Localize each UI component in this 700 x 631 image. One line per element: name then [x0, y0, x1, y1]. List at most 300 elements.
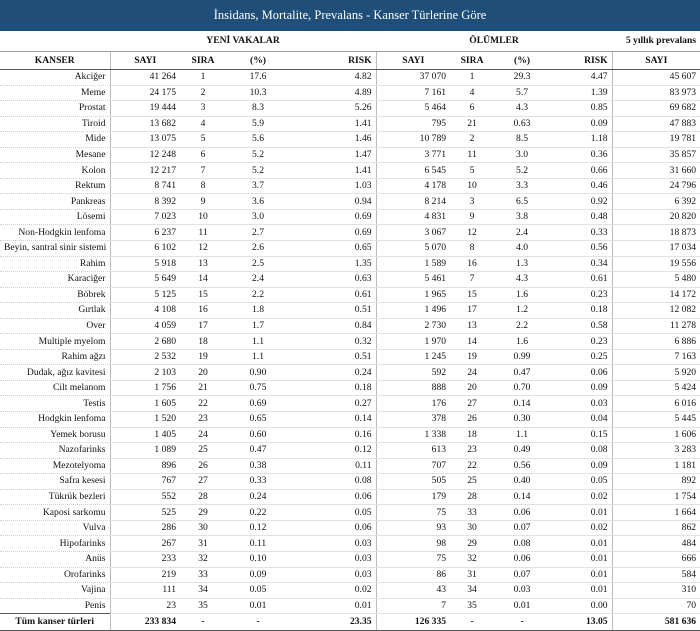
cell-new-rank: 14 [180, 272, 226, 288]
cell-new-risk: 0.65 [290, 241, 376, 257]
table-row [0, 520, 700, 536]
cell-death-rank: 29 [450, 536, 494, 552]
cell-new-risk: 1.47 [290, 147, 376, 163]
cell-new-rank: 25 [180, 443, 226, 459]
cell-new-pct: 0.47 [226, 443, 290, 459]
cell-prevalence: 6 392 [612, 194, 700, 210]
cell-new-rank: 4 [180, 116, 226, 132]
cell-new-risk: 0.18 [290, 380, 376, 396]
cell-new-risk: 0.14 [290, 412, 376, 428]
cell-death-rank: 32 [450, 551, 494, 567]
cell-new-risk: 0.08 [290, 474, 376, 490]
cell-prevalence: 666 [612, 551, 700, 567]
cell-death-count: 2 730 [376, 318, 450, 334]
cell-death-rank: 23 [450, 443, 494, 459]
table-body [0, 70, 700, 631]
cell-new-count: 1 089 [110, 443, 180, 459]
cell-death-rank: 3 [450, 194, 494, 210]
col-cancer: KANSER [0, 52, 110, 70]
cell-prevalence: 1 664 [612, 505, 700, 521]
cell-new-rank: 2 [180, 85, 226, 101]
table-row [0, 241, 700, 257]
cell-cancer: Mide [0, 132, 110, 148]
cell-death-pct: 0.08 [494, 536, 550, 552]
table-row [0, 209, 700, 225]
cell-death-rank: 2 [450, 132, 494, 148]
cell-death-count: 3 771 [376, 147, 450, 163]
cell-death-risk: 1.18 [550, 132, 612, 148]
cell-new-pct: 3.0 [226, 209, 290, 225]
total-death-risk: 13.05 [550, 614, 612, 631]
cell-prevalence: 1 606 [612, 427, 700, 443]
cell-prevalence: 5 424 [612, 380, 700, 396]
cell-new-risk: 0.24 [290, 365, 376, 381]
cell-prevalence: 6 016 [612, 396, 700, 412]
cell-prevalence: 35 857 [612, 147, 700, 163]
cell-cancer: Hipofarinks [0, 536, 110, 552]
cell-death-pct: 1.2 [494, 303, 550, 319]
cell-death-rank: 24 [450, 365, 494, 381]
cell-prevalence: 14 172 [612, 287, 700, 303]
cell-death-rank: 30 [450, 520, 494, 536]
table-row [0, 287, 700, 303]
table-row [0, 536, 700, 552]
cell-new-rank: 6 [180, 147, 226, 163]
cell-prevalence: 1 754 [612, 489, 700, 505]
cell-new-rank: 3 [180, 101, 226, 117]
cell-death-rank: 10 [450, 178, 494, 194]
cell-cancer: Karaciğer [0, 272, 110, 288]
table-row [0, 318, 700, 334]
cell-new-rank: 32 [180, 551, 226, 567]
cell-death-risk: 0.04 [550, 412, 612, 428]
cell-new-risk: 5.26 [290, 101, 376, 117]
cell-death-pct: 1.3 [494, 256, 550, 272]
cell-new-pct: 0.38 [226, 458, 290, 474]
cell-death-count: 795 [376, 116, 450, 132]
col-new-pct: (%) [226, 52, 290, 70]
cell-prevalence: 310 [612, 583, 700, 599]
cell-death-pct: 0.06 [494, 551, 550, 567]
cell-death-count: 37 070 [376, 70, 450, 86]
cell-new-risk: 0.27 [290, 396, 376, 412]
cell-new-risk: 0.06 [290, 520, 376, 536]
cell-death-pct: 0.70 [494, 380, 550, 396]
cell-prevalence: 19 781 [612, 132, 700, 148]
cell-death-pct: 0.40 [494, 474, 550, 490]
cell-death-rank: 20 [450, 380, 494, 396]
cell-new-rank: 12 [180, 241, 226, 257]
table-row [0, 70, 700, 86]
cell-new-risk: 4.89 [290, 85, 376, 101]
cell-new-rank: 30 [180, 520, 226, 536]
cell-death-rank: 1 [450, 70, 494, 86]
col-death-rank: SIRA [450, 52, 494, 70]
cell-new-rank: 1 [180, 70, 226, 86]
cell-death-rank: 19 [450, 349, 494, 365]
cell-new-risk: 0.02 [290, 583, 376, 599]
total-death-count: 126 335 [376, 614, 450, 631]
cell-death-rank: 7 [450, 272, 494, 288]
cell-new-rank: 5 [180, 132, 226, 148]
cell-new-count: 8 392 [110, 194, 180, 210]
cell-death-risk: 0.46 [550, 178, 612, 194]
cell-prevalence: 31 660 [612, 163, 700, 179]
cell-new-count: 24 175 [110, 85, 180, 101]
cell-death-risk: 0.61 [550, 272, 612, 288]
cell-death-risk: 0.08 [550, 443, 612, 459]
cell-death-rank: 21 [450, 116, 494, 132]
cell-death-count: 707 [376, 458, 450, 474]
cell-new-count: 7 023 [110, 209, 180, 225]
cell-prevalence: 17 034 [612, 241, 700, 257]
cell-new-count: 286 [110, 520, 180, 536]
cell-new-risk: 0.16 [290, 427, 376, 443]
cell-death-risk: 0.01 [550, 567, 612, 583]
cell-prevalence: 5 920 [612, 365, 700, 381]
cell-new-pct: 0.75 [226, 380, 290, 396]
cell-cancer: Anüs [0, 551, 110, 567]
cell-death-pct: 4.3 [494, 272, 550, 288]
cell-new-rank: 11 [180, 225, 226, 241]
total-row [0, 614, 700, 631]
cell-death-pct: 0.99 [494, 349, 550, 365]
cell-death-rank: 12 [450, 225, 494, 241]
cell-new-pct: 0.33 [226, 474, 290, 490]
cell-new-rank: 9 [180, 194, 226, 210]
table-title: İnsidans, Mortalite, Prevalans - Kanser Türlerine Göre [0, 0, 700, 31]
cell-new-pct: 0.22 [226, 505, 290, 521]
table-row [0, 101, 700, 117]
cell-death-count: 1 496 [376, 303, 450, 319]
cell-cancer: Over [0, 318, 110, 334]
cell-new-risk: 0.03 [290, 536, 376, 552]
cell-prevalence: 484 [612, 536, 700, 552]
cell-death-pct: 0.07 [494, 520, 550, 536]
cell-cancer: Rahim [0, 256, 110, 272]
cell-death-pct: 1.6 [494, 334, 550, 350]
cell-death-pct: 0.30 [494, 412, 550, 428]
total-new-pct: - [226, 614, 290, 631]
cell-new-risk: 0.94 [290, 194, 376, 210]
cell-death-risk: 0.58 [550, 318, 612, 334]
cell-new-count: 267 [110, 536, 180, 552]
cell-death-pct: 5.2 [494, 163, 550, 179]
cell-new-count: 552 [110, 489, 180, 505]
table-row [0, 412, 700, 428]
cell-new-pct: 3.6 [226, 194, 290, 210]
cell-death-risk: 0.09 [550, 458, 612, 474]
cell-cancer: Prostat [0, 101, 110, 117]
cell-death-risk: 0.25 [550, 349, 612, 365]
cell-new-rank: 27 [180, 474, 226, 490]
cell-death-count: 98 [376, 536, 450, 552]
cell-cancer: Kaposi sarkomu [0, 505, 110, 521]
total-new-rank: - [180, 614, 226, 631]
cell-death-pct: 0.14 [494, 489, 550, 505]
cell-new-risk: 0.51 [290, 303, 376, 319]
cell-new-rank: 16 [180, 303, 226, 319]
cell-new-pct: 8.3 [226, 101, 290, 117]
group-new-cases: YENİ VAKALAR [206, 35, 280, 46]
cell-new-count: 8 741 [110, 178, 180, 194]
cell-death-risk: 0.01 [550, 536, 612, 552]
cell-new-pct: 0.12 [226, 520, 290, 536]
cell-cancer: Tiroid [0, 116, 110, 132]
cell-prevalence: 5 445 [612, 412, 700, 428]
total-label: Tüm kanser türleri [0, 614, 110, 631]
cell-new-pct: 5.6 [226, 132, 290, 148]
table-row [0, 489, 700, 505]
cell-new-rank: 24 [180, 427, 226, 443]
cell-death-risk: 1.39 [550, 85, 612, 101]
cell-cancer: Hodgkin lenfoma [0, 412, 110, 428]
table-row [0, 349, 700, 365]
cell-death-risk: 0.02 [550, 520, 612, 536]
cell-death-rank: 27 [450, 396, 494, 412]
cell-death-pct: 2.4 [494, 225, 550, 241]
cell-death-pct: 4.0 [494, 241, 550, 257]
cell-new-rank: 35 [180, 598, 226, 614]
cell-death-rank: 16 [450, 256, 494, 272]
table-row [0, 272, 700, 288]
cell-death-risk: 0.33 [550, 225, 612, 241]
cell-new-count: 6 102 [110, 241, 180, 257]
table-row [0, 443, 700, 459]
cell-new-count: 5 649 [110, 272, 180, 288]
table-row [0, 116, 700, 132]
cell-prevalence: 83 973 [612, 85, 700, 101]
cell-cancer: Akciğer [0, 70, 110, 86]
cell-death-rank: 33 [450, 505, 494, 521]
cell-death-pct: 0.47 [494, 365, 550, 381]
cell-prevalence: 892 [612, 474, 700, 490]
cell-new-count: 12 248 [110, 147, 180, 163]
cell-death-count: 1 245 [376, 349, 450, 365]
cell-new-count: 111 [110, 583, 180, 599]
cell-death-risk: 0.15 [550, 427, 612, 443]
cell-new-count: 2 532 [110, 349, 180, 365]
col-prevalence-count: SAYI [612, 52, 700, 70]
cell-new-pct: 1.7 [226, 318, 290, 334]
table-row [0, 396, 700, 412]
cell-new-count: 5 918 [110, 256, 180, 272]
cell-new-risk: 0.01 [290, 598, 376, 614]
cell-new-rank: 15 [180, 287, 226, 303]
total-new-count: 233 834 [110, 614, 180, 631]
cell-death-risk: 0.02 [550, 489, 612, 505]
cell-new-pct: 1.1 [226, 349, 290, 365]
cell-death-count: 613 [376, 443, 450, 459]
cell-new-risk: 0.03 [290, 551, 376, 567]
cell-new-rank: 10 [180, 209, 226, 225]
cell-death-pct: 5.7 [494, 85, 550, 101]
col-new-count: SAYI [110, 52, 180, 70]
cell-death-count: 8 214 [376, 194, 450, 210]
cell-death-risk: 0.34 [550, 256, 612, 272]
cell-new-risk: 0.32 [290, 334, 376, 350]
cell-death-count: 75 [376, 505, 450, 521]
cell-death-count: 3 067 [376, 225, 450, 241]
cell-death-count: 10 789 [376, 132, 450, 148]
table-row [0, 427, 700, 443]
cell-death-pct: 2.2 [494, 318, 550, 334]
cell-new-count: 767 [110, 474, 180, 490]
cell-death-pct: 8.5 [494, 132, 550, 148]
cell-new-rank: 17 [180, 318, 226, 334]
cell-death-rank: 11 [450, 147, 494, 163]
cell-prevalence: 5 480 [612, 272, 700, 288]
table-row [0, 583, 700, 599]
cell-new-count: 13 682 [110, 116, 180, 132]
cell-prevalence: 1 181 [612, 458, 700, 474]
cell-new-rank: 26 [180, 458, 226, 474]
cell-death-risk: 0.01 [550, 583, 612, 599]
cell-cancer: Vulva [0, 520, 110, 536]
cell-death-risk: 0.05 [550, 474, 612, 490]
cell-new-count: 1 520 [110, 412, 180, 428]
cell-death-rank: 4 [450, 85, 494, 101]
cell-death-rank: 6 [450, 101, 494, 117]
cell-new-risk: 4.82 [290, 70, 376, 86]
cell-new-risk: 0.69 [290, 209, 376, 225]
cell-death-count: 592 [376, 365, 450, 381]
cell-prevalence: 11 278 [612, 318, 700, 334]
cell-death-risk: 0.06 [550, 365, 612, 381]
cell-new-pct: 17.6 [226, 70, 290, 86]
cell-new-rank: 13 [180, 256, 226, 272]
cell-death-count: 1 970 [376, 334, 450, 350]
cell-death-rank: 22 [450, 458, 494, 474]
cell-death-rank: 17 [450, 303, 494, 319]
cell-new-pct: 0.10 [226, 551, 290, 567]
cell-new-risk: 0.84 [290, 318, 376, 334]
cell-new-rank: 28 [180, 489, 226, 505]
cell-new-count: 2 103 [110, 365, 180, 381]
cell-death-count: 1 965 [376, 287, 450, 303]
cell-death-count: 1 338 [376, 427, 450, 443]
cell-new-risk: 1.35 [290, 256, 376, 272]
table-row [0, 598, 700, 614]
cell-new-risk: 0.06 [290, 489, 376, 505]
table-row [0, 303, 700, 319]
cell-death-rank: 25 [450, 474, 494, 490]
cell-death-rank: 34 [450, 583, 494, 599]
cell-death-rank: 5 [450, 163, 494, 179]
cell-new-risk: 1.41 [290, 163, 376, 179]
cell-death-count: 176 [376, 396, 450, 412]
cell-new-count: 19 444 [110, 101, 180, 117]
cell-new-count: 525 [110, 505, 180, 521]
cell-cancer: Lösemi [0, 209, 110, 225]
cell-death-pct: 29.3 [494, 70, 550, 86]
cell-cancer: Testis [0, 396, 110, 412]
total-death-rank: - [450, 614, 494, 631]
cell-new-count: 233 [110, 551, 180, 567]
cell-death-count: 86 [376, 567, 450, 583]
cell-new-rank: 21 [180, 380, 226, 396]
cell-death-count: 179 [376, 489, 450, 505]
cell-new-count: 4 059 [110, 318, 180, 334]
cell-death-pct: 0.01 [494, 598, 550, 614]
cell-new-rank: 20 [180, 365, 226, 381]
cell-new-risk: 0.12 [290, 443, 376, 459]
cell-cancer: Pankreas [0, 194, 110, 210]
cell-death-count: 378 [376, 412, 450, 428]
cell-prevalence: 70 [612, 598, 700, 614]
table-row [0, 365, 700, 381]
group-header-row [0, 31, 700, 52]
cell-cancer: Rektum [0, 178, 110, 194]
cell-new-risk: 0.69 [290, 225, 376, 241]
cancer-statistics-table [0, 31, 700, 631]
cell-new-count: 1 756 [110, 380, 180, 396]
cell-cancer: Mezotelyoma [0, 458, 110, 474]
table-row [0, 256, 700, 272]
cell-cancer: Safra kesesi [0, 474, 110, 490]
cell-death-rank: 14 [450, 334, 494, 350]
table-row [0, 458, 700, 474]
cell-new-count: 13 075 [110, 132, 180, 148]
cell-new-risk: 0.63 [290, 272, 376, 288]
cell-death-risk: 0.48 [550, 209, 612, 225]
cell-cancer: Kolon [0, 163, 110, 179]
cell-death-count: 6 545 [376, 163, 450, 179]
table-row [0, 380, 700, 396]
cell-prevalence: 862 [612, 520, 700, 536]
cell-death-pct: 0.56 [494, 458, 550, 474]
table-row [0, 178, 700, 194]
cell-death-count: 7 161 [376, 85, 450, 101]
table-row [0, 85, 700, 101]
cell-death-risk: 0.85 [550, 101, 612, 117]
cell-cancer: Meme [0, 85, 110, 101]
cell-new-count: 896 [110, 458, 180, 474]
col-death-count: SAYI [376, 52, 450, 70]
cell-cancer: Dudak, ağız kavitesi [0, 365, 110, 381]
cell-death-risk: 0.92 [550, 194, 612, 210]
cell-new-pct: 0.69 [226, 396, 290, 412]
total-new-risk: 23.35 [290, 614, 376, 631]
cell-death-pct: 3.0 [494, 147, 550, 163]
cell-new-risk: 0.61 [290, 287, 376, 303]
col-new-rank: SIRA [180, 52, 226, 70]
cell-cancer: Yemek borusu [0, 427, 110, 443]
cell-new-risk: 1.46 [290, 132, 376, 148]
cell-death-pct: 4.3 [494, 101, 550, 117]
cell-new-pct: 2.4 [226, 272, 290, 288]
cell-new-pct: 0.90 [226, 365, 290, 381]
cell-new-pct: 0.05 [226, 583, 290, 599]
cell-death-pct: 0.06 [494, 505, 550, 521]
cell-new-pct: 2.2 [226, 287, 290, 303]
cell-death-count: 888 [376, 380, 450, 396]
cell-death-risk: 0.01 [550, 505, 612, 521]
cell-death-pct: 0.49 [494, 443, 550, 459]
cell-prevalence: 12 082 [612, 303, 700, 319]
cell-new-pct: 0.24 [226, 489, 290, 505]
cell-death-pct: 6.5 [494, 194, 550, 210]
table-row [0, 194, 700, 210]
cell-death-risk: 0.03 [550, 396, 612, 412]
cell-death-risk: 0.23 [550, 287, 612, 303]
cell-death-risk: 0.01 [550, 551, 612, 567]
cell-prevalence: 19 556 [612, 256, 700, 272]
cell-cancer: Nazofarinks [0, 443, 110, 459]
cell-new-rank: 33 [180, 567, 226, 583]
group-deaths: ÖLÜMLER [469, 35, 519, 46]
cell-prevalence: 6 886 [612, 334, 700, 350]
